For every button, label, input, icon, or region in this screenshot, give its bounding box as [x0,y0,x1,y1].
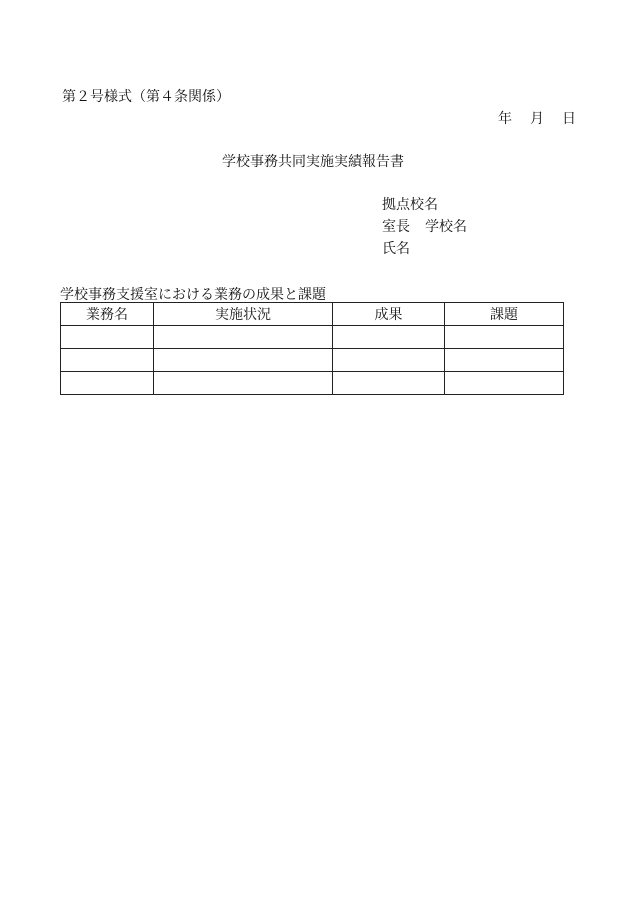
table-cell [154,326,333,349]
column-header-status: 実施状況 [154,303,333,326]
table-cell [445,372,564,395]
column-header-issues: 課題 [445,303,564,326]
day-label: 日 [562,111,576,127]
column-header-task: 業務名 [61,303,154,326]
column-header-results: 成果 [333,303,445,326]
name-label: 氏名 [382,241,410,257]
table-cell [445,326,564,349]
table-row [61,326,564,349]
table-cell [154,349,333,372]
section-heading: 学校事務支援室における業務の成果と課題 [60,287,326,303]
table-cell [333,326,445,349]
table-cell [445,349,564,372]
table-cell [61,372,154,395]
month-label: 月 [530,111,544,127]
form-number: 第２号様式（第４条関係） [62,89,230,105]
school-name-label: 学校名 [425,219,467,235]
table-cell [61,349,154,372]
page-title: 学校事務共同実施実績報告書 [222,154,404,170]
table-cell [333,349,445,372]
room-chief-line [382,216,467,238]
room-chief-label: 室長 [382,219,410,235]
table-header-row [61,303,564,326]
results-table [60,302,564,395]
base-school-label: 拠点校名 [382,197,438,213]
table-cell [61,326,154,349]
table-cell [333,372,445,395]
year-label: 年 [498,111,512,127]
date-line [498,108,576,128]
table-row [61,349,564,372]
table-cell [154,372,333,395]
table-row [61,372,564,395]
signature-block [382,194,467,260]
